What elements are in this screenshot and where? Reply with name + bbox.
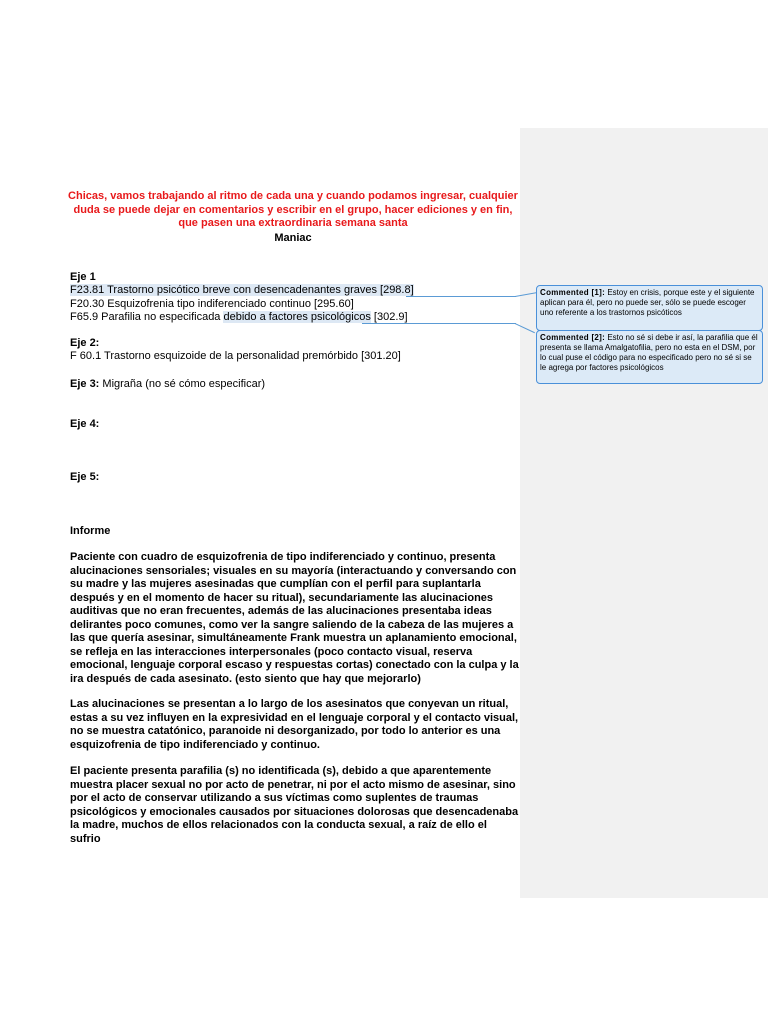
informe-p3-line: El paciente presenta parafilia (s) no identificada (s), debido a que aparentemente <box>70 765 492 777</box>
comment-1-anchor-line <box>406 296 516 297</box>
informe-title: Informe <box>70 525 111 537</box>
informe-p3-line: psicológicos y emocionales causados por situaciones dolorosas que desencadenaba <box>70 805 519 818</box>
eje3-title: Eje 3: <box>70 378 100 390</box>
informe-p1-line: auditivas que no eran frecuentes, además de las alucinaciones presentaba ideas <box>70 605 492 617</box>
comment-1-text: Estoy en crisis, porque este y el siguiente aplican para él, pero no puede ser, sólo se puede escoger uno referente a los trastornos psicóticos <box>540 288 755 317</box>
comment-balloon-1[interactable] <box>536 285 763 331</box>
informe-p1-line: su madre y las mujeres asesinadas que cumplían con el perfil para suplantarla <box>70 578 481 590</box>
informe-p3-line: la madre, muchos de ellos relacionados con la conducta sexual, a raíz de ello el sufrio <box>70 819 487 845</box>
comment-2-label: Commented [2]: <box>540 333 606 342</box>
informe-p1-line: delirantes poco comunes, como ver la sangre saliendo de la cabeza de las mujeres a <box>70 618 514 631</box>
informe-p1-line: emocional, lenguaje corporal escaso y respuestas cortas) conectado con la culpa y la <box>70 659 519 671</box>
eje2-title: Eje 2: <box>70 337 100 349</box>
informe-p2-line: estas a su vez influyen en la expresividad en el lenguaje corporal y el contacto visual, <box>70 711 519 724</box>
informe-p2-line: esquizofrenia de tipo indiferenciado y continuo. <box>70 738 320 751</box>
intro-message <box>62 190 524 231</box>
informe-p1-line: las que quería asesinar, simultáneamente Frank muestra un aplanamiento emocional, <box>70 632 517 644</box>
comment-2-anchor-line <box>362 323 516 324</box>
comment-2-text: Esto no sé si debe ir así, la parafilia que él presenta se llama Amalgatofilia, pero no esta en el DSM, por lo cual puse el código para no especificado pero no sé si se le agrega por factores psicológicos <box>540 333 758 372</box>
informe-p1-line: alucinaciones sensoriales; visuales en su mayoría (interactuando y conversando con <box>70 564 517 577</box>
eje5-title: Eje 5: <box>70 471 100 483</box>
informe-p1-line: ira después de cada asesinato. (esto siento que hay que mejorarlo) <box>70 672 421 685</box>
informe-paragraph-2 <box>70 698 520 752</box>
informe-p1-line: se refleja en las interacciones interpersonales (poco contacto visual, reserva <box>70 645 473 658</box>
eje3-text: Migraña (no sé cómo especificar) <box>99 378 266 390</box>
comments-margin-pane <box>520 128 768 898</box>
eje1-line-3 <box>70 311 408 324</box>
informe-p3-line: muestra placer sexual no por acto de penetrar, ni por el acto mismo de asesinar, sino <box>70 778 516 791</box>
eje1-title: Eje 1 <box>70 271 96 283</box>
eje1-line-2: F20.30 Esquizofrenia tipo indiferenciado continuo [295.60] <box>70 298 354 310</box>
informe-paragraph-1 <box>70 551 520 686</box>
informe-paragraph-3 <box>70 765 520 846</box>
intro-line-2: duda se puede dejar en comentarios y escribir en el grupo, hacer ediciones y en fin, <box>73 203 513 216</box>
intro-signature: Maniac <box>274 232 312 244</box>
eje1-line-3-highlight[interactable]: debido a factores psicológicos <box>223 311 371 323</box>
eje3-line <box>70 378 265 391</box>
eje1-line-1-text: F23.81 Trastorno psicótico breve con desencadenantes graves [298.8] <box>70 284 414 296</box>
eje1-line-3-code: F65.9 Parafilia no especificada <box>70 311 224 323</box>
informe-p1-line: después y en el momento de hacer su ritual), secundariamente las alucinaciones <box>70 591 494 604</box>
comment-1-label: Commented [1]: <box>540 288 606 297</box>
intro-line-3: que pasen una extraordinaria semana santa <box>178 217 408 230</box>
informe-p1-line: Paciente con cuadro de esquizofrenia de tipo indiferenciado y continuo, presenta <box>70 551 496 563</box>
informe-p2-line: Las alucinaciones se presentan a lo largo de los asesinatos que conyevan un ritual, <box>70 698 509 710</box>
eje1-line-3-tail: [302.9] <box>370 311 408 323</box>
eje4-title: Eje 4: <box>70 418 100 430</box>
informe-p2-line: no se muestra catatónico, paranoide ni desorganizado, por todo lo anterior es una <box>70 725 501 737</box>
intro-line-1: Chicas, vamos trabajando al ritmo de cada una y cuando podamos ingresar, cualquier <box>68 190 518 202</box>
informe-p3-line: por el acto de conservar utilizando a sus víctimas como suplentes de traumas <box>70 792 479 804</box>
comment-balloon-2[interactable] <box>536 330 763 384</box>
eje1-line-1[interactable] <box>70 284 414 297</box>
eje2-line-1: F 60.1 Trastorno esquizoide de la personalidad premórbido [301.20] <box>70 350 401 362</box>
